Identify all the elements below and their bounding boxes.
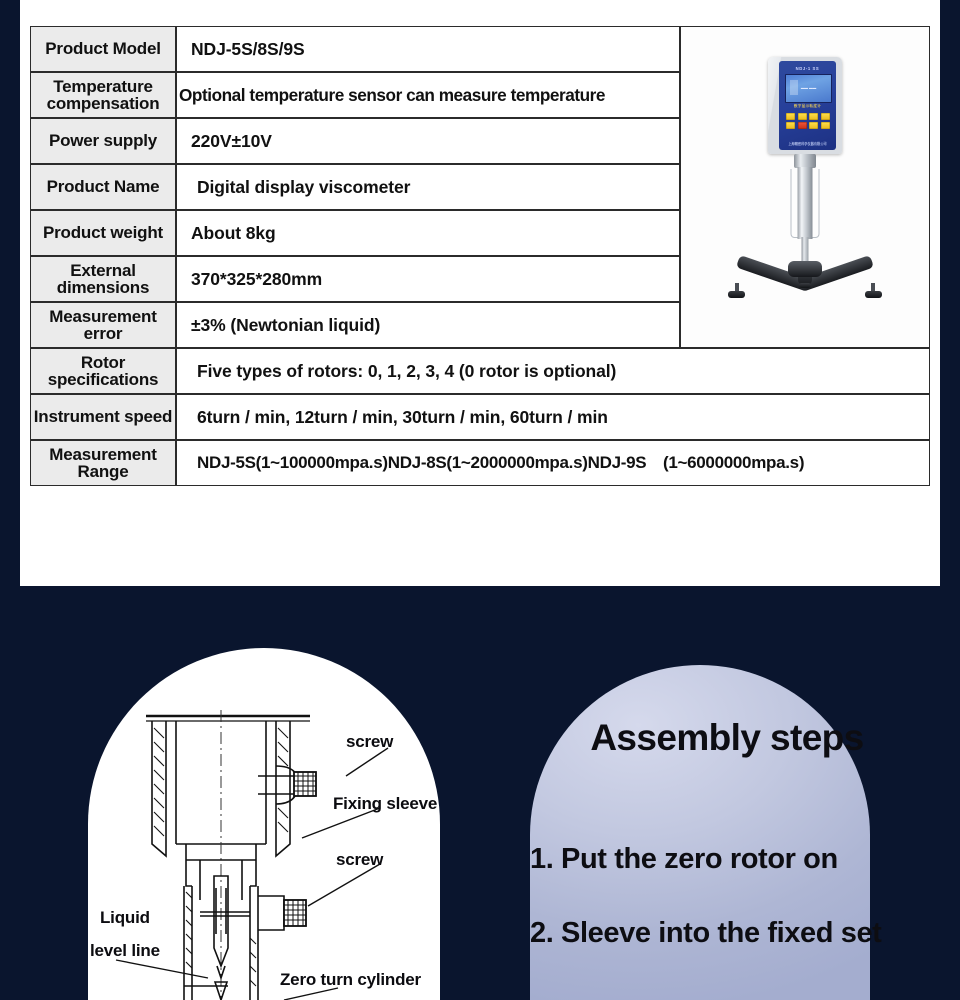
instrument-keypad xyxy=(786,113,830,129)
assembly-section xyxy=(0,586,960,1000)
instrument-footer-caption: 上海精密科学仪器有限公司 xyxy=(788,142,827,146)
spec-value-measurement-range: NDJ-5S(1~100000mpa.s)NDJ-8S(1~2000000mpa.s)NDJ-9S (1~6000000mpa.s) xyxy=(176,440,930,486)
spec-label-external-dimensions: External dimensions xyxy=(30,256,176,302)
table-row xyxy=(30,440,930,486)
spec-value-external-dimensions: 370*325*280mm xyxy=(176,256,680,302)
spec-value-product-weight: About 8kg xyxy=(176,210,680,256)
diagram-label-fixing-sleeve: Fixing sleeve xyxy=(333,794,438,813)
instrument-front-panel xyxy=(779,61,836,150)
assembly-step-1: 1. Put the zero rotor on xyxy=(530,843,838,875)
spec-value-instrument-speed: 6turn / min, 12turn / min, 30turn / min, 60turn / min xyxy=(176,394,930,440)
viscometer-illustration xyxy=(681,27,929,347)
diagram-label-screw-top: screw xyxy=(346,732,394,751)
instrument-support-rod xyxy=(802,237,809,263)
instrument-display-caption: 数字显示粘度计 xyxy=(793,104,822,108)
spec-label-power-supply: Power supply xyxy=(30,118,176,164)
spec-label-instrument-speed: Instrument speed xyxy=(30,394,176,440)
spec-value-power-supply: 220V±10V xyxy=(176,118,680,164)
keypad-key xyxy=(821,122,830,129)
assembly-steps-text xyxy=(522,665,952,1000)
lcd-readout-text: ▬▬ ▬▬ xyxy=(800,86,817,90)
keypad-key xyxy=(821,113,830,120)
diagram-label-zero-turn-cylinder: Zero turn cylinder xyxy=(280,970,421,989)
keypad-key xyxy=(786,122,795,129)
spec-label-product-weight: Product weight xyxy=(30,210,176,256)
specification-table-body xyxy=(30,26,930,486)
instrument-lcd-screen xyxy=(785,74,832,103)
spec-label-measurement-error: Measurement error xyxy=(30,302,176,348)
spec-value-measurement-error: ±3% (Newtonian liquid) xyxy=(176,302,680,348)
leveling-foot-right xyxy=(865,291,882,298)
instrument-tripod-base xyxy=(730,261,880,287)
instrument-brand-text: NDJ-1 SS xyxy=(795,66,820,71)
spec-label-measurement-range: Measurement Range xyxy=(30,440,176,486)
diagram-label-liquid: Liquid xyxy=(100,908,150,927)
spec-label-product-name: Product Name xyxy=(30,164,176,210)
keypad-key xyxy=(798,113,807,120)
leveling-foot-left xyxy=(728,291,745,298)
table-row xyxy=(30,348,930,394)
assembly-step-2: 2. Sleeve into the fixed set xyxy=(530,917,882,949)
specification-table xyxy=(30,26,930,486)
spec-value-rotor-specifications: Five types of rotors: 0, 1, 2, 3, 4 (0 rotor is optional) xyxy=(176,348,930,394)
leveling-foot-center xyxy=(799,283,811,288)
keypad-key xyxy=(809,113,818,120)
tripod-hub xyxy=(788,261,822,277)
diagram-label-screw-bottom: screw xyxy=(336,850,384,869)
product-photo-cell xyxy=(680,26,930,348)
instrument-shaft xyxy=(798,167,813,239)
spec-label-temperature-compensation: Temperature compensation xyxy=(30,72,176,118)
diagram-label-level-line: level line xyxy=(90,941,160,960)
keypad-key xyxy=(786,113,795,120)
spec-value-product-name: Digital display viscometer xyxy=(176,164,680,210)
diagram-panel xyxy=(88,648,440,1000)
spec-value-product-model: NDJ-5S/8S/9S xyxy=(176,26,680,72)
assembly-steps-title: Assembly steps xyxy=(590,717,864,758)
table-row xyxy=(30,394,930,440)
instrument-collar xyxy=(794,154,816,168)
table-row xyxy=(30,26,930,72)
spec-label-rotor-specifications: Rotor specifications xyxy=(30,348,176,394)
keypad-key xyxy=(809,122,818,129)
spec-label-product-model: Product Model xyxy=(30,26,176,72)
instrument-head xyxy=(768,57,842,154)
keypad-key-power xyxy=(798,122,807,129)
specification-card xyxy=(20,0,940,586)
spec-value-temperature-compensation: Optional temperature sensor can measure temperature xyxy=(176,72,680,118)
